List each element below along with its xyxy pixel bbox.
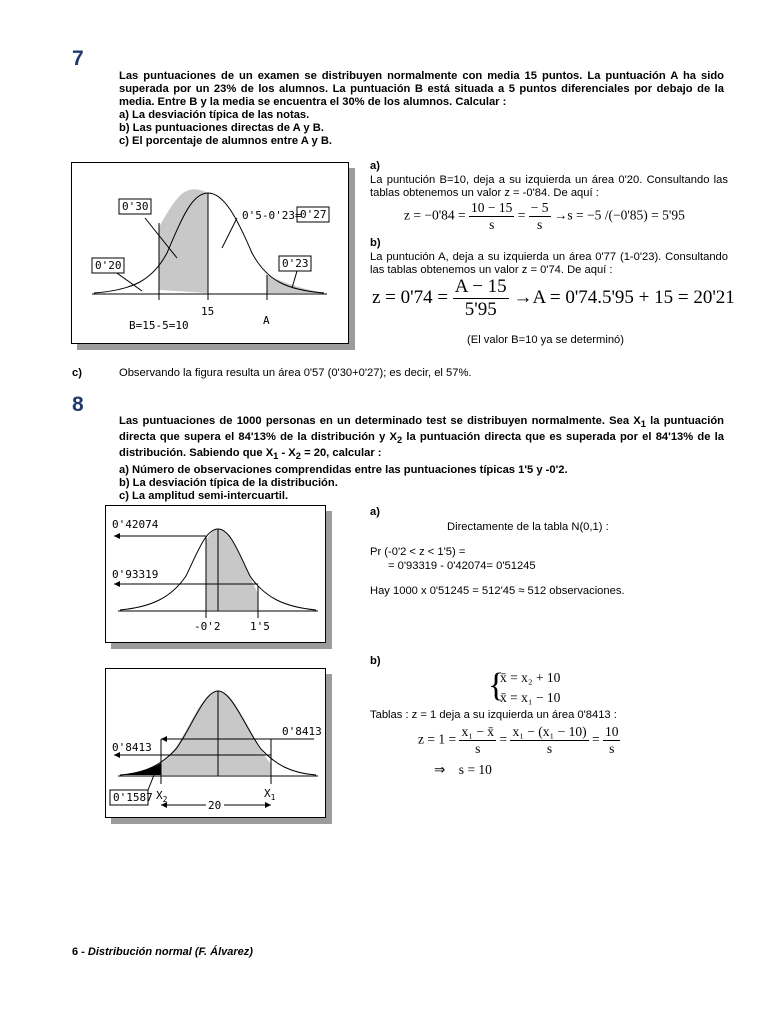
statement-part: Las puntuaciones de 1000 personas en un determinado test se distribuyen normalmente. Sea X	[119, 415, 641, 427]
denominator: 5'95	[464, 299, 497, 320]
denominator: s	[609, 741, 615, 756]
solution-label: a)	[370, 506, 380, 518]
exercise-8-number: 8	[72, 393, 84, 416]
solution-line: Hay 1000 x 0'51245 = 512'45 ≈ 512 observaciones.	[370, 585, 625, 597]
statement-part: la puntuación directa que es superada por el 84'13% de la distribución. Sabiendo que X	[119, 431, 724, 460]
solution-text: La puntución A, deja a su izquierda un área 0'77 (1-0'23). Consultando las tablas obtenemos un valor z = 0'74. De aquí :	[370, 250, 728, 276]
area-label-01587: 0'1587	[113, 791, 153, 804]
area-label-030: 0'30	[122, 200, 149, 213]
x2-sub: 2	[162, 795, 168, 804]
question-list	[119, 109, 724, 148]
area-label-027: 0'27	[300, 208, 327, 221]
solution-8b-label: b)	[370, 655, 381, 667]
subscript: 2	[396, 435, 403, 446]
solution-label: b)	[370, 237, 381, 249]
normal-curve-figure-8a	[105, 505, 326, 643]
x1-letter: X	[264, 787, 271, 800]
formula-part: =	[591, 731, 600, 747]
solution-line: Pr (-0'2 < z < 1'5) =	[370, 546, 466, 558]
formula-part: →s = −5 /(−0'85) = 5'95	[553, 207, 685, 223]
solution-text: La puntución B=10, deja a su izquierda un área 0'20. Consultando las tablas obtenemos un valor z = -0'84. De aquí :	[370, 173, 728, 199]
area-expr-label: 0'5-0'23=	[242, 209, 302, 222]
system-brace: {	[488, 667, 505, 704]
area-label-08413-left: 0'8413	[112, 741, 152, 754]
page-number: 6 -	[72, 946, 88, 958]
axis-tick-15: 1'5	[250, 620, 270, 633]
fraction	[453, 276, 509, 321]
statement-part: - X	[278, 447, 296, 460]
fraction	[459, 724, 496, 757]
exercise-7-statement	[119, 70, 724, 148]
x1-sub: 1	[270, 793, 276, 802]
exercise-8-statement	[119, 415, 724, 503]
formula-part: z = −0'84 =	[404, 207, 466, 223]
question-item: c) La amplitud semi-intercuartil.	[119, 489, 289, 502]
numerator: x₁ − (x₁ − 10)	[512, 724, 587, 739]
solution-8b-text: Tablas : z = 1 deja a su izquierda un área 0'8413 :	[370, 709, 617, 721]
numerator: − 5	[530, 200, 549, 215]
equation-2: x̄ = x₁ − 10	[500, 690, 561, 705]
solution-8a	[370, 506, 728, 599]
subscript: 1	[640, 419, 646, 430]
question-item: a) La desviación típica de las notas.	[119, 109, 310, 121]
statement-part: = 20, calcular :	[300, 447, 382, 460]
axis-label-x1	[264, 787, 276, 802]
denominator: s	[546, 741, 553, 756]
formula-part: z = 0'74 =	[372, 286, 449, 308]
question-list	[119, 464, 724, 503]
numerator: x₁ − x̄	[461, 724, 495, 739]
fraction	[469, 200, 514, 233]
axis-tick-neg02: -0'2	[194, 620, 221, 633]
normal-curve-figure-7	[71, 162, 349, 344]
numerator: 10	[604, 724, 619, 739]
numerator: 10 − 15	[471, 200, 513, 215]
statement-text: Las puntuaciones de un examen se distribuyen normalmente con media 15 puntos. La puntuación A ha sido superada por un 23% de los alumnos. La puntuación B está situada a 5 puntos diferenciales por debajo de la media. Entre B y la media se encuentra el 30% de los alumnos. Calcular :	[119, 70, 724, 108]
axis-tick-15: 15	[201, 305, 215, 318]
exercise-7-number: 7	[72, 47, 84, 70]
formula-8b	[418, 724, 620, 757]
formula-7b	[372, 276, 735, 321]
numerator: A − 15	[454, 276, 507, 297]
result-8b: ⇒ s = 10	[434, 762, 492, 777]
fraction	[510, 724, 588, 757]
axis-label-A: A	[263, 314, 270, 327]
footer-title: Distribución normal (F. Álvarez)	[87, 946, 253, 958]
question-item: b) La desviación típica de la distribución.	[119, 476, 338, 489]
solution-line: = 0'93319 - 0'42074= 0'51245	[388, 559, 536, 572]
fraction	[603, 724, 621, 757]
formula-7a	[404, 200, 685, 233]
solution-7c-text: Observando la figura resulta un área 0'57 (0'30+0'27); es decir, el 57%.	[119, 367, 472, 379]
question-item: c) El porcentaje de alumnos entre A y B.	[119, 135, 333, 147]
page-footer	[72, 946, 253, 958]
denominator: s	[475, 741, 481, 756]
subscript: 1	[273, 451, 279, 462]
denominator: s	[489, 217, 495, 232]
statement-text	[119, 415, 724, 464]
solution-line: Directamente de la tabla N(0,1) :	[447, 520, 609, 533]
question-item: b) Las puntuaciones directas de A y B.	[119, 122, 324, 134]
fraction	[529, 200, 551, 233]
x2-letter: X	[156, 789, 163, 802]
area-label-08413-right: 0'8413	[282, 725, 322, 738]
normal-curve-figure-8b	[105, 668, 326, 818]
denominator: s	[537, 217, 543, 232]
area-label-020: 0'20	[95, 259, 122, 272]
statement-part: la puntuación directa que supera el 84'13% de la distribución y X	[119, 415, 724, 444]
formula-part: =	[517, 207, 526, 223]
axis-label-x2	[156, 789, 168, 804]
formula-part: z = 1 =	[418, 731, 457, 747]
system-of-equations	[490, 668, 560, 708]
solution-7a	[370, 160, 728, 201]
area-label-042074: 0'42074	[112, 518, 159, 531]
solution-7b-note: (El valor B=10 ya se determinó)	[467, 334, 625, 346]
solution-7c-label: c)	[72, 367, 82, 379]
solution-label: a)	[370, 160, 380, 172]
area-label-023: 0'23	[282, 257, 309, 270]
equation-1: x̄ = x₂ + 10	[500, 670, 561, 685]
formula-part: =	[499, 731, 508, 747]
question-item: a) Número de observaciones comprendidas entre las puntuaciones típicas 1'5 y -0'2.	[119, 463, 568, 476]
area-label-093319: 0'93319	[112, 568, 159, 581]
axis-label-B: B=15-5=10	[129, 319, 189, 332]
subscript: 2	[295, 451, 301, 462]
solution-7b	[370, 237, 728, 278]
formula-part: →A = 0'74.5'95 + 15 = 20'21	[513, 286, 735, 308]
width-label-20: 20	[208, 799, 222, 812]
